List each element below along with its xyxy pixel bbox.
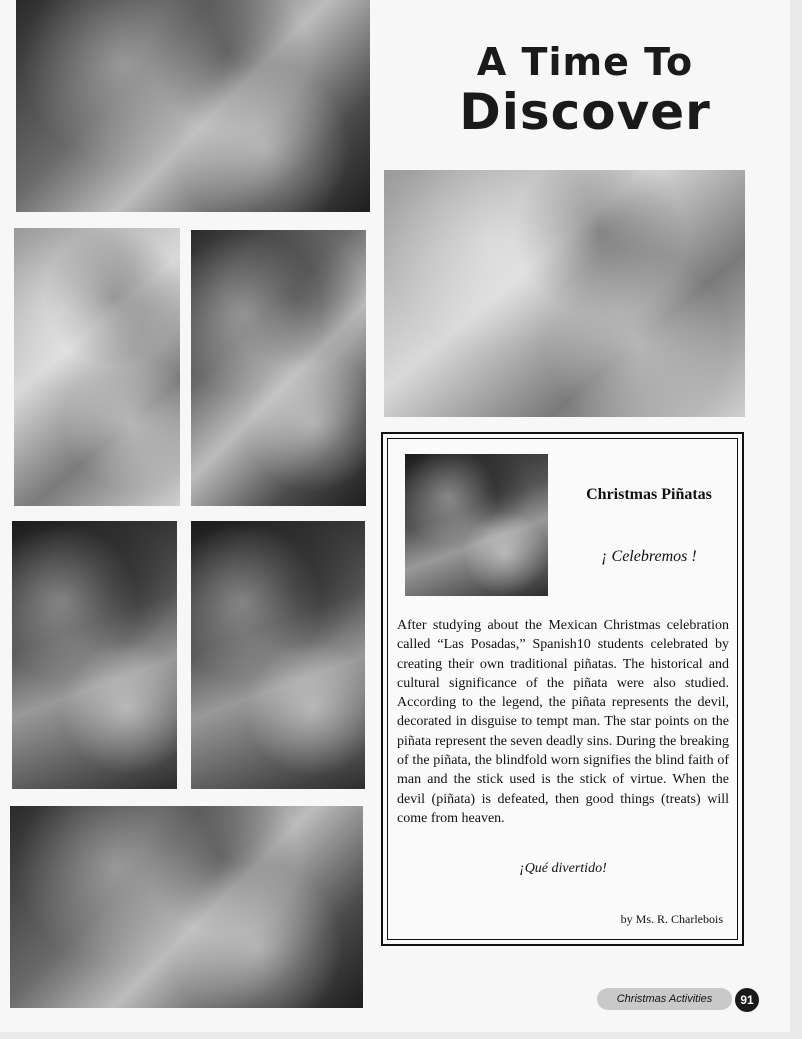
photo-three-boys-with-pinatas bbox=[10, 806, 363, 1008]
article-byline: by Ms. R. Charlebois bbox=[620, 912, 723, 926]
article-heading: Christmas Piñatas bbox=[586, 486, 712, 503]
article-exclamation: ¡Qué divertido! bbox=[519, 861, 607, 876]
photo-girl-with-glasses-newspaper bbox=[191, 230, 366, 506]
footer-section-label: Christmas Activities bbox=[597, 988, 732, 1010]
title-line-1: A Time To bbox=[476, 40, 694, 84]
photo-boy-with-pinata bbox=[405, 454, 548, 596]
photo-girl-with-streamers bbox=[191, 521, 365, 789]
article-box bbox=[381, 432, 744, 946]
page-title bbox=[440, 40, 730, 140]
photo-girls-with-flower-pinata bbox=[16, 0, 370, 212]
title-line-2: Discover bbox=[459, 83, 711, 141]
article-subheading: ¡ Celebremos ! bbox=[601, 548, 697, 565]
photo-girl-holding-paper-roll bbox=[14, 228, 180, 506]
page-number: 91 bbox=[735, 988, 759, 1012]
photo-class-group bbox=[384, 170, 745, 417]
article-body: After studying about the Mexican Christmas celebration called “Las Posadas,” Spanish10 students celebrated by creating their own traditional piñatas. The historical and cultural significance of the piñata were also studied. According to the legend, the piñata represents the devil, decorated in disguise to tempt man. The star points on the piñata represent the seven deadly sins. During the breaking of the piñata, the blindfold worn signifies the blind faith of man and the stick used is the stick of virtue. When the devil (piñata) is defeated, then good things (treats) will come from heaven. bbox=[397, 618, 729, 826]
photo-girl-working-on-pinata bbox=[12, 521, 177, 789]
